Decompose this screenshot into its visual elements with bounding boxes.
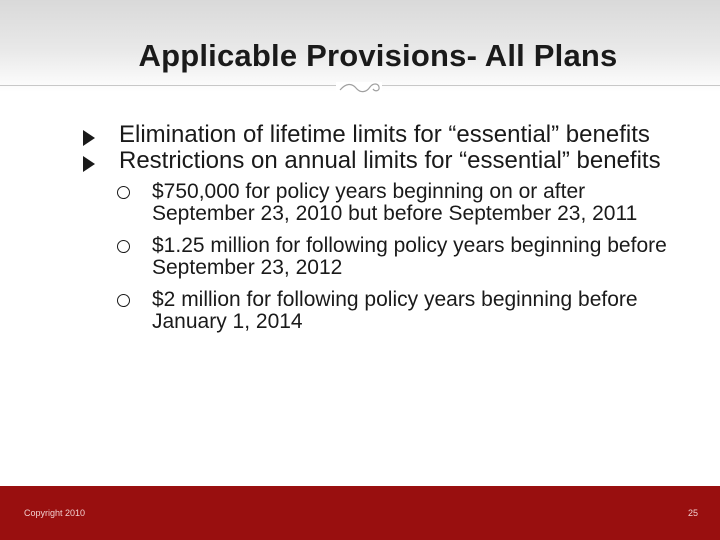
bullet-text: Elimination of lifetime limits for “essential” benefits (119, 121, 650, 148)
bullet-list (80, 123, 680, 343)
flourish-icon (334, 77, 384, 99)
slide-title: Applicable Provisions- All Plans (138, 38, 618, 73)
copyright-notice: Copyright 2010 (24, 508, 86, 518)
sub-bullet-text: $750,000 for policy years beginning on or after September 23, 2010 but before September 23, 2011 (152, 180, 638, 225)
sub-bullet-text: $1.25 million for following policy years beginning before September 23, 2012 (152, 234, 667, 279)
sub-bullet-list (80, 181, 680, 333)
triangle-arrow-icon (83, 130, 95, 146)
sub-bullet-item (80, 235, 680, 279)
bullet-text: Restrictions on annual limits for “essential” benefits (119, 147, 661, 174)
page-number: 25 (687, 508, 698, 518)
hollow-circle-icon (117, 240, 130, 253)
footer-bar (0, 486, 720, 540)
sub-bullet-item (80, 181, 680, 225)
bullet-item (80, 123, 680, 147)
triangle-arrow-icon (83, 156, 95, 172)
hollow-circle-icon (117, 186, 130, 199)
hollow-circle-icon (117, 294, 130, 307)
sub-bullet-text: $2 million for following policy years beginning before January 1, 2014 (152, 288, 638, 333)
bullet-item (80, 149, 680, 173)
sub-bullet-item (80, 289, 680, 333)
